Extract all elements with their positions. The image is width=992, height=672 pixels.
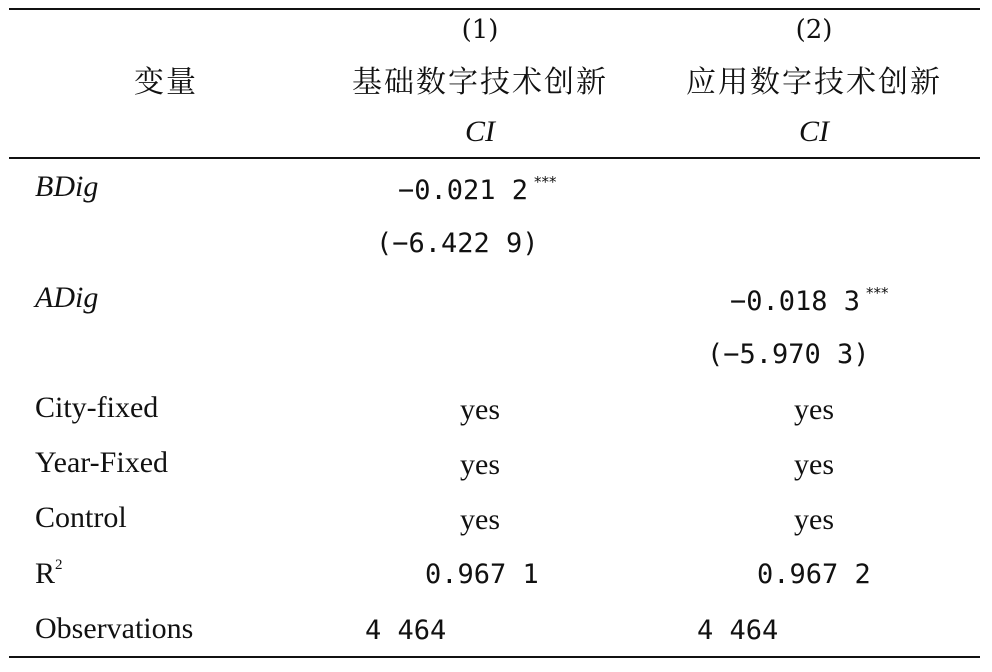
row-label-year-fixed: Year-Fixed xyxy=(35,446,169,479)
header-col2-dependent: CI xyxy=(799,115,829,148)
header-col2-number: (2) xyxy=(795,15,833,45)
observations-col2: 4 464 xyxy=(697,615,779,646)
control-col1: yes xyxy=(460,503,500,536)
top-rule xyxy=(9,8,980,10)
bdig-coef-value: −0.021 2 xyxy=(398,175,529,206)
city-fixed-col2: yes xyxy=(794,393,834,426)
bdig-tstat: (−6.422 9) xyxy=(376,228,539,259)
bdig-significance: *** xyxy=(534,173,557,191)
header-col1-title: 基础数字技术创新 xyxy=(352,65,608,100)
bottom-rule xyxy=(9,656,980,658)
bdig-coefficient xyxy=(398,175,557,204)
header-rule xyxy=(9,157,980,159)
adig-coef-value: −0.018 3 xyxy=(730,286,861,317)
year-fixed-col2: yes xyxy=(794,448,834,481)
header-col2-title: 应用数字技术创新 xyxy=(686,65,942,100)
adig-coefficient xyxy=(730,286,889,315)
year-fixed-col1: yes xyxy=(460,448,500,481)
city-fixed-col1: yes xyxy=(460,393,500,426)
row-label-observations: Observations xyxy=(35,612,194,645)
r-squared-col1: 0.967 1 xyxy=(425,559,539,590)
row-label-adig: ADig xyxy=(35,281,99,314)
header-col1-number: (1) xyxy=(461,15,499,45)
r-squared-exponent: 2 xyxy=(55,557,63,573)
r-squared-col2: 0.967 2 xyxy=(757,559,871,590)
row-label-city-fixed: City-fixed xyxy=(35,391,159,424)
observations-col1: 4 464 xyxy=(365,615,447,646)
control-col2: yes xyxy=(794,503,834,536)
row-label-r-squared xyxy=(35,558,63,589)
header-variable-label: 变量 xyxy=(134,65,198,100)
adig-tstat: (−5.970 3) xyxy=(707,339,870,370)
header-col1-dependent: CI xyxy=(465,115,495,148)
row-label-bdig: BDig xyxy=(35,170,99,203)
adig-significance: *** xyxy=(866,284,889,302)
r-squared-base: R xyxy=(35,557,56,590)
row-label-control: Control xyxy=(35,501,127,534)
